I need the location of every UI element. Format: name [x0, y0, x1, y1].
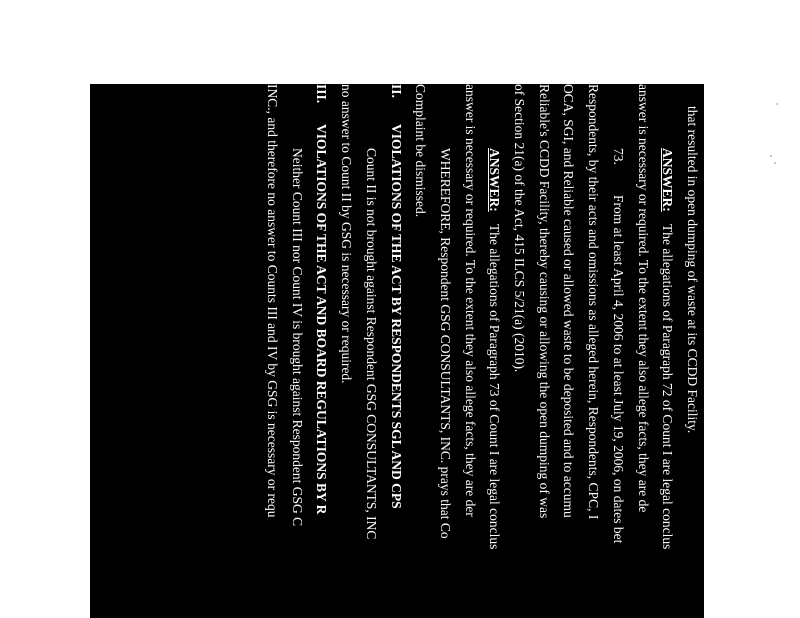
text-line: WHEREFORE, Respondent GSG CONSULTANTS, INC. prays that Co — [438, 148, 453, 539]
text-line: The allegations of Paragraph 73 of Count I are legal conclus — [487, 224, 503, 550]
page-text-rotated — [90, 84, 704, 618]
section-heading: VIOLATIONS OF THE ACT BY RESPONDENTS SGL AND CPS — [388, 124, 404, 509]
paragraph-number: 73. — [610, 148, 626, 165]
scanned-page — [90, 84, 704, 618]
text-line: that resulted in open dumping of waste at its CCDD Facility. — [685, 106, 700, 434]
section-number: II. — [388, 84, 404, 98]
text-line: From at least April 4, 2006 to at least July 19, 2006, on dates bet — [610, 195, 626, 544]
section-heading: VIOLATIONS OF THE ACT AND BOARD REGULATIONS BY R — [314, 124, 330, 515]
text-line: Complaint be dismissed. — [413, 84, 429, 218]
text-line: INC., and therefore no answer to Counts III and IV by GSG is necessary or requ — [265, 84, 281, 518]
section-number: III. — [314, 84, 330, 104]
text-line: Neither Count III nor Count IV is brought against Respondent GSG C — [289, 148, 305, 527]
text-line: answer is necessary or required. To the extent they also allege facts, they are de — [635, 84, 651, 513]
text-line: Reliable's CCDD Facility, thereby causing or allowing the open dumping of was — [536, 84, 552, 519]
text-line: answer is necessary or required. To the extent they also allege facts, they are der — [462, 84, 478, 517]
scan-speck — [774, 162, 776, 164]
answer-label: ANSWER: — [660, 148, 676, 212]
text-line: The allegations of Paragraph 72 of Count I are legal conclus — [660, 224, 676, 550]
answer-label: ANSWER: — [487, 148, 503, 212]
text-line: OCA, SGI, and Reliable caused or allowed waste to be deposited and to accumu — [561, 84, 577, 518]
text-line: Count II is not brought against Respondent GSG CONSULTANTS, INC — [363, 148, 379, 540]
scan-speck — [770, 155, 772, 157]
text-line: of Section 21(a) of the Act, 415 ILCS 5/21(a) (2010). — [512, 84, 528, 373]
scan-speck — [776, 103, 778, 105]
text-line: no answer to Count II by GSG is necessary or required. — [339, 84, 355, 384]
text-line: Respondents, by their acts and omissions as alleged herein, Respondents, CPC, I — [586, 84, 602, 520]
